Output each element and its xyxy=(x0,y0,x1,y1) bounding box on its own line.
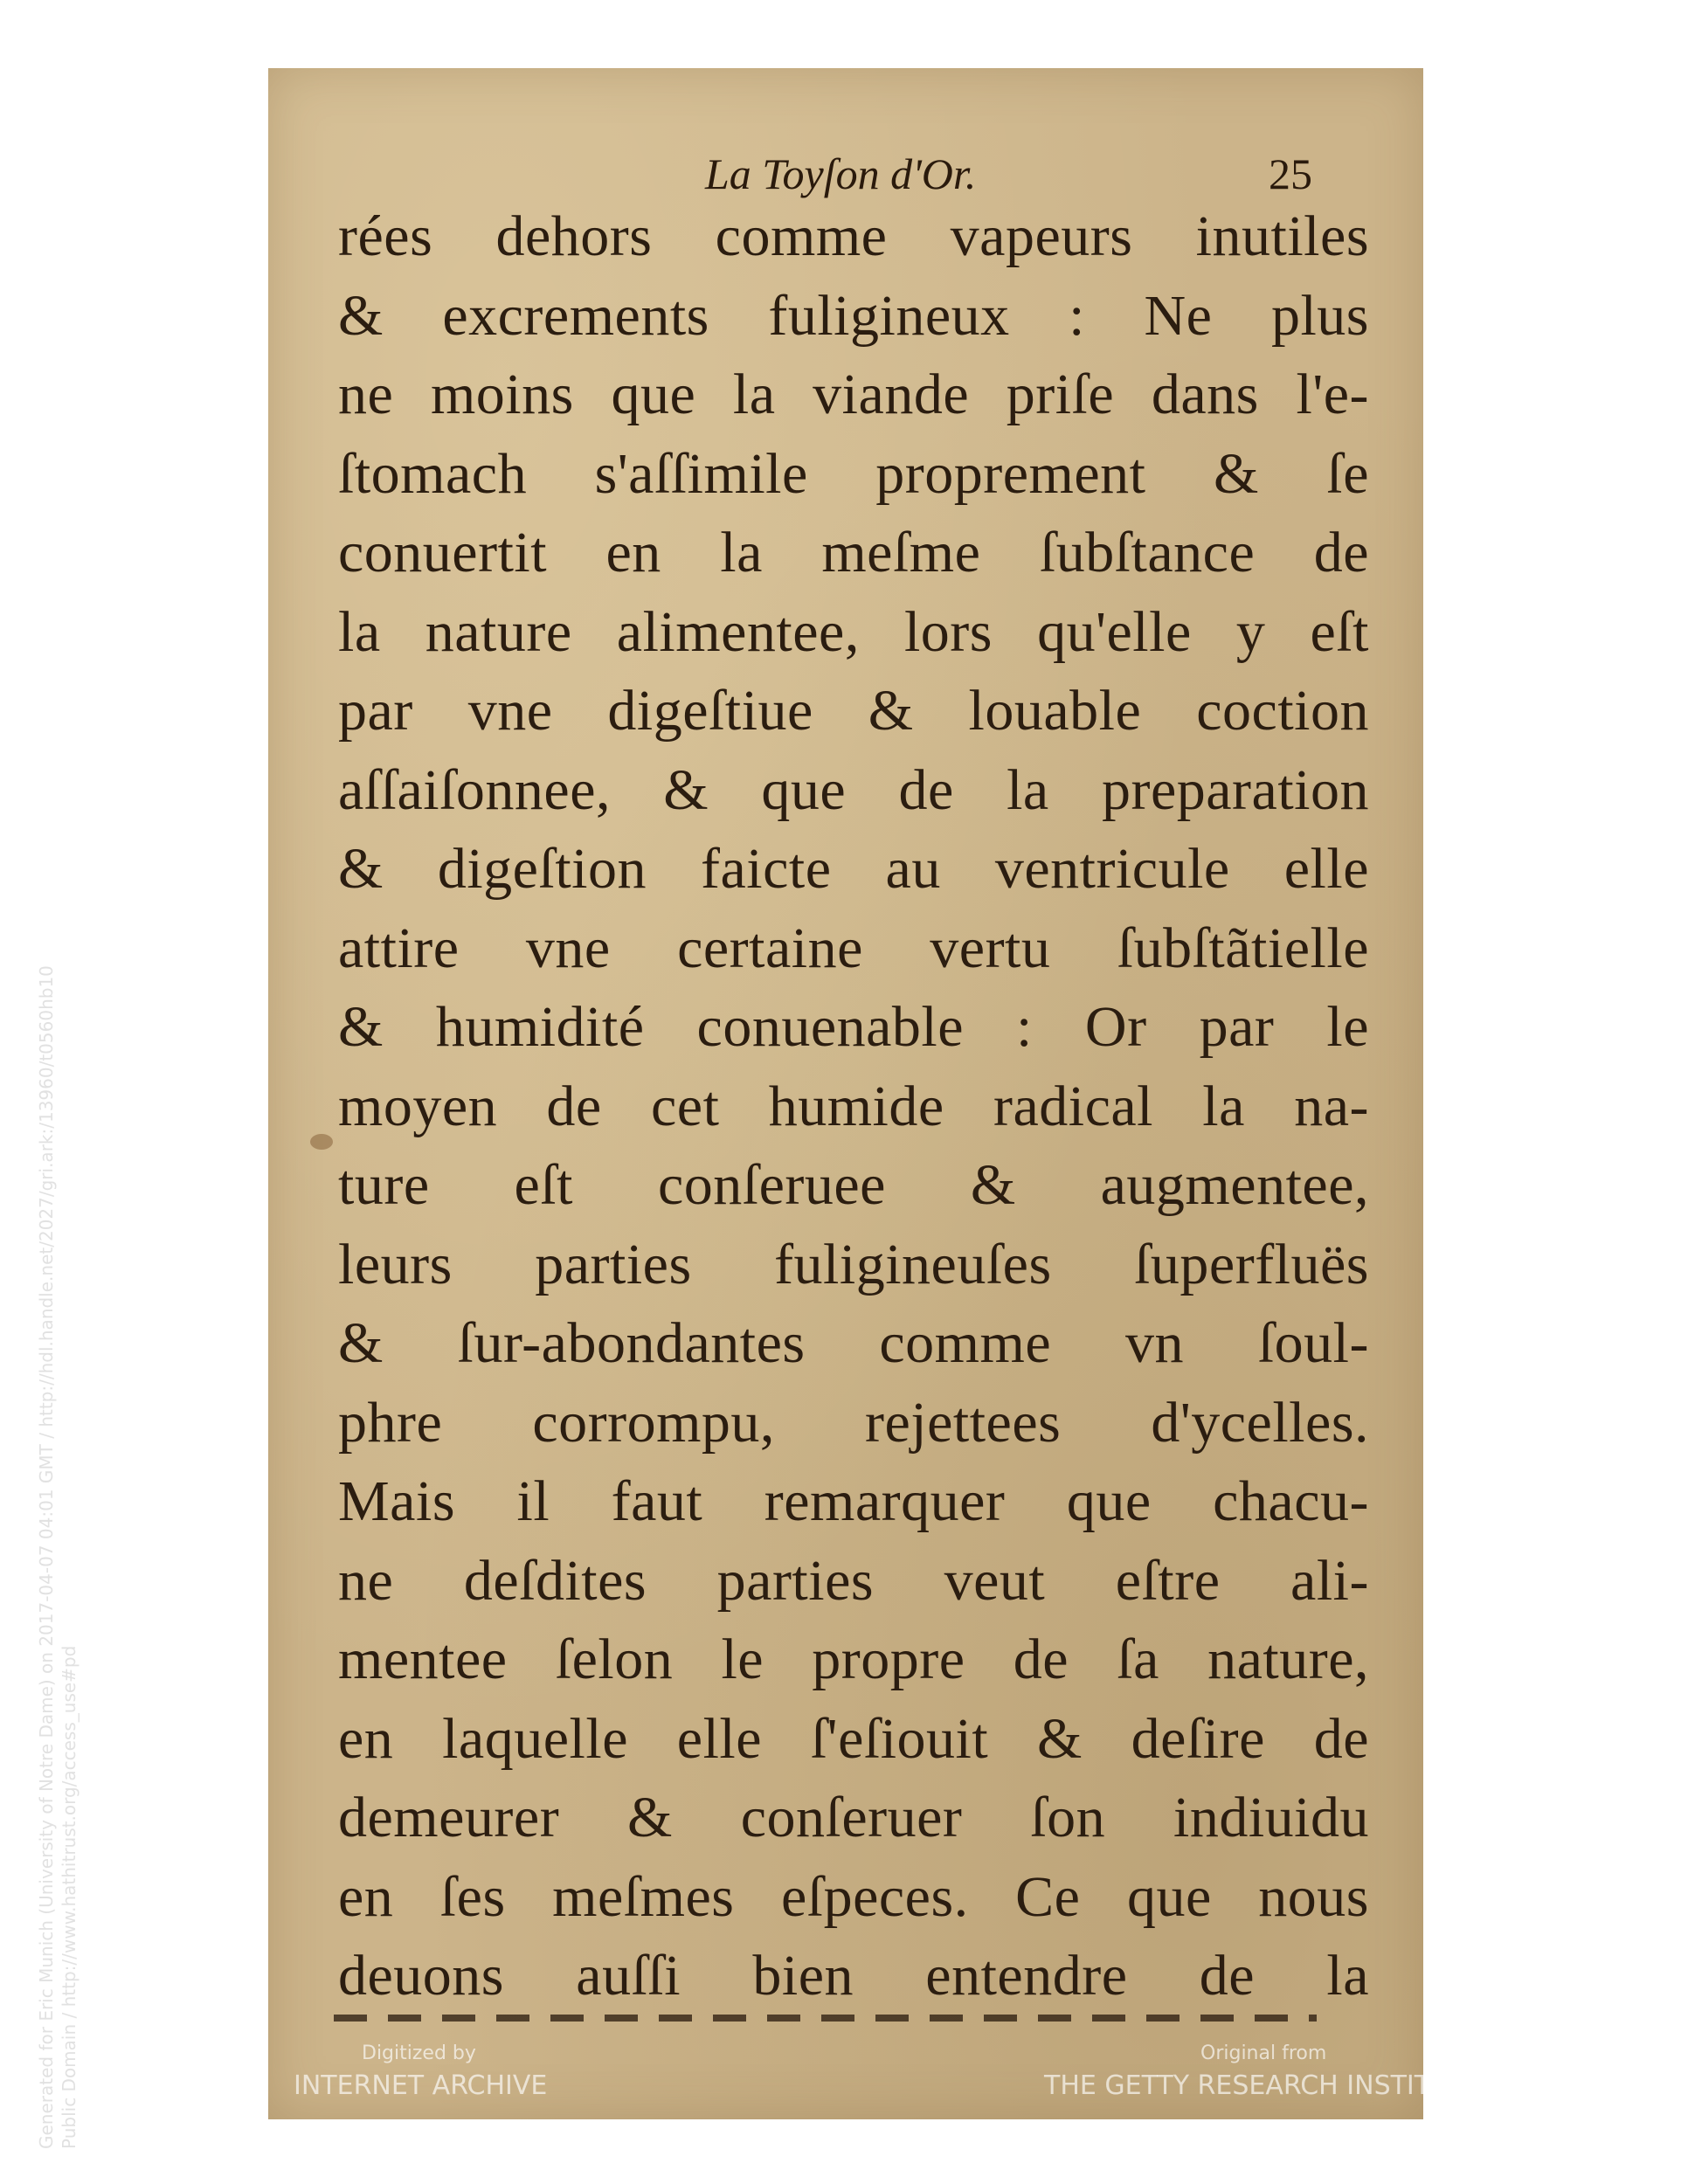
text-line: ne moins que la viande priſe dans l'e- xyxy=(338,363,1369,426)
text-line: ſtomach s'aſſimile proprement & ſe xyxy=(338,441,1369,506)
text-line: leurs parties fuligineuſes ſuperfluës xyxy=(338,1232,1369,1296)
page-number: 25 xyxy=(1269,149,1312,198)
provenance-line-1: Generated for Eric Munich (University of Notre Dame) on 2017-04-07 04:01 GMT / http://hdl.handle.net/2027/gri.ark:/13960/t0560hb10 xyxy=(36,965,57,2149)
paper-stain xyxy=(310,1134,333,1150)
text-line: en ſes meſmes eſpeces. Ce que nous xyxy=(338,1864,1369,1929)
text-line: Mais il faut remarquer que chacu- xyxy=(338,1469,1369,1533)
text-line: par vne digeſtiue & louable coction xyxy=(338,679,1369,743)
text-line: & digeſtion faicte au ventricule elle xyxy=(338,837,1369,901)
text-line: moyen de cet humide radical la na- xyxy=(338,1074,1369,1138)
original-from-label: Original from xyxy=(1200,2042,1327,2064)
text-line: en laquelle elle ſ'eſiouit & deſire de xyxy=(338,1706,1369,1771)
running-title: La Toyſon d'Or. xyxy=(705,149,977,198)
text-line: attire vne certaine vertu ſubſtãtielle xyxy=(338,916,1369,980)
body-text xyxy=(338,197,1369,2016)
text-line: & humidité conuenable : Or par le xyxy=(338,995,1369,1059)
text-line: ne deſdites parties veut eſtre ali- xyxy=(338,1548,1369,1613)
provenance-line-2: Public Domain / http://www.hathitrust.org/access_use#pd xyxy=(59,1645,80,2149)
text-line: rées dehors comme vapeurs inutiles xyxy=(338,204,1369,268)
digitized-by-label: Digitized by xyxy=(362,2042,476,2064)
text-line: & ſur-abondantes comme vn ſoul- xyxy=(338,1311,1369,1375)
original-from-name: THE GETTY RESEARCH INSTITUTE xyxy=(1044,2070,1483,2101)
digitized-by-name: INTERNET ARCHIVE xyxy=(294,2070,548,2101)
text-line: demeurer & conſeruer ſon indiuidu xyxy=(338,1786,1369,1849)
cut-off-next-line xyxy=(334,2015,1317,2022)
text-line: conuertit en la meſme ſubſtance de xyxy=(338,521,1369,584)
provenance-note xyxy=(35,965,80,2149)
text-line: aſſaiſonnee, & que de la preparation xyxy=(338,757,1369,822)
text-line: & excrements fuligineux : Ne plus xyxy=(338,283,1369,348)
text-line: ture eſt conſeruee & augmentee, xyxy=(338,1153,1369,1217)
text-line: la nature alimentee, lors qu'elle y eſt xyxy=(338,599,1369,664)
scanned-page xyxy=(268,68,1423,2119)
text-line: deuons auſſi bien entendre de la xyxy=(338,1944,1369,2008)
text-line: phre corrompu, rejettees d'ycelles. xyxy=(338,1390,1369,1455)
text-line: mentee ſelon le propre de ſa nature, xyxy=(338,1628,1369,1691)
